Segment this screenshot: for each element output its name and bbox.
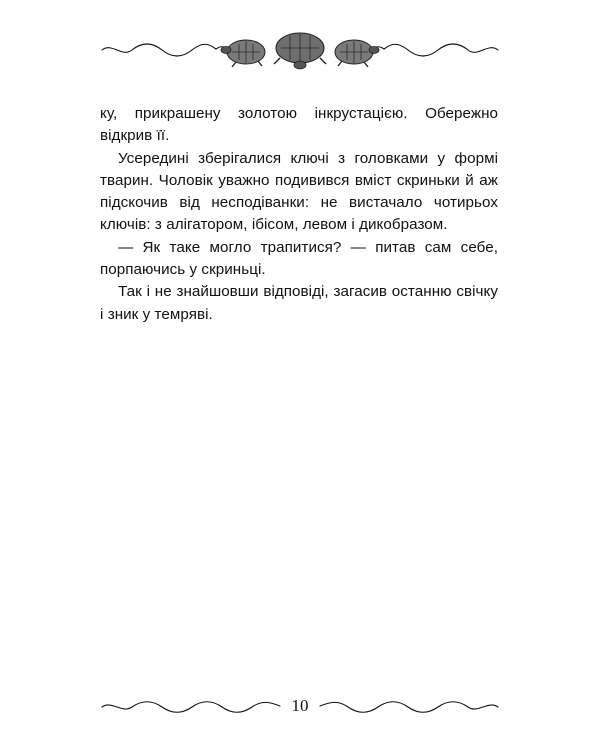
paragraph-2: Усередині зберігалися ключі з головками у формі тварин. Чоловік уважно подивився вміст скриньки й аж підскочив від несподіванки: не вистачало чотирьох ключів: з алігатором, ібісом, левом і дикобразом. [100,149,498,234]
header-ornament [100,28,500,72]
paragraph-3: — Як таке могло трапитися? — питав сам себе, порпаючись у скриньці. [100,238,498,279]
story-text [100,103,498,326]
page-number: 10 [286,695,314,717]
paragraph-1: ку, прикрашену золотою інкрустацією. Обережно відкрив її. [100,105,498,145]
page-footer [100,694,500,720]
turtles-ornament-icon [100,28,500,72]
paragraph-4: Так і не знайшовши відповіді, загасив останню свічку і зник у темряві. [100,283,498,323]
